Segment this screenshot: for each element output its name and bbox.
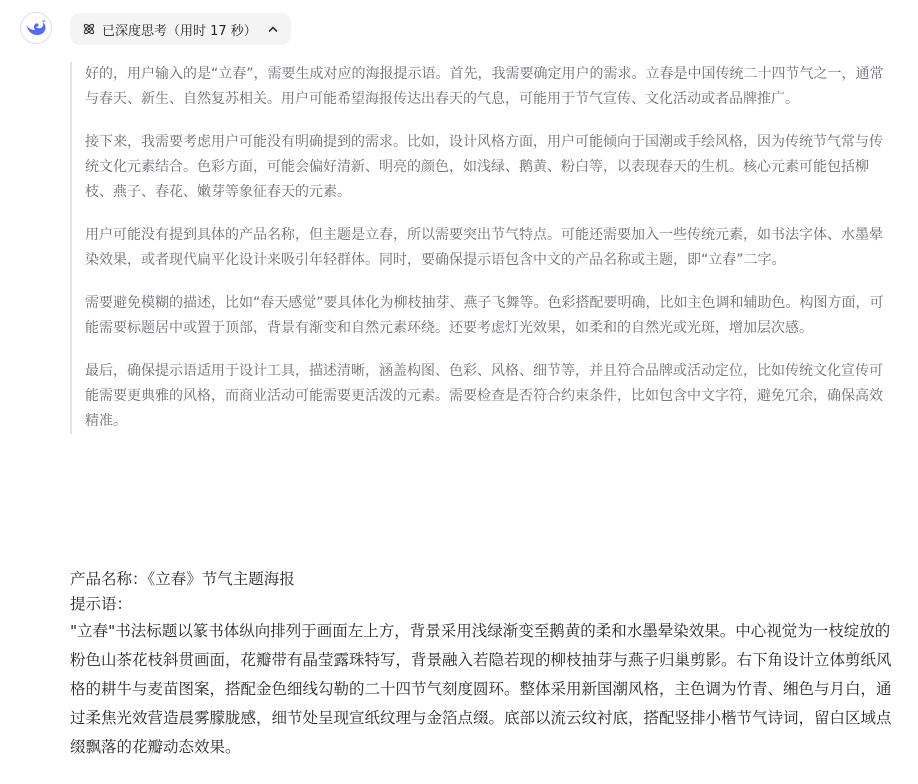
thinking-paragraph: 用户可能没有提到具体的产品名称，但主题是立春，所以需要突出节气特点。可能还需要加入一些传统元素，如书法字体、水墨晕染效果，或者现代扁平化设计来吸引年轻群体。同时，要确保提示语包含中文的产品名称或主题，即“立春”二字。 [85, 227, 883, 268]
answer-content [70, 567, 898, 762]
chevron-up-icon [267, 23, 279, 35]
product-name: 产品名称：《立春》节气主题海报 [70, 570, 295, 588]
thinking-paragraph: 好的，用户输入的是“立春”，需要生成对应的海报提示语。首先，我需要确定用户的需求。立春是中国传统二十四节气之一，通常与春天、新生、自然复苏相关。用户可能希望海报传达出春天的气息，可能用于节气宣传、文化活动或者品牌推广。 [85, 66, 884, 107]
thinking-paragraph: 最后，确保提示语适用于设计工具，描述清晰，涵盖构图、色彩、风格、细节等，并且符合品牌或活动定位，比如传统文化宣传可能需要更典雅的风格，而商业活动可能需要更活泼的元素。需要检查是否符合约束条件，比如包含中文字符，避免冗余，确保高效精准。 [85, 363, 883, 429]
assistant-avatar [20, 12, 52, 44]
prompt-label: 提示语： [70, 595, 133, 613]
prompt-text: "立春"书法标题以篆书体纵向排列于画面左上方，背景采用浅绿渐变至鹅黄的柔和水墨晕染效果。中心视觉为一枝绽放的粉色山茶花枝斜贯画面，花瓣带有晶莹露珠特写，背景融入若隐若现的柳枝抽芽与燕子归巢剪影。右下角设计立体剪纸风格的耕牛与麦苗图案，搭配金色细线勾勒的二十四节气刻度圆环。整体采用新国潮风格，主色调为竹青、缃色与月白，通过柔焦光效营造晨雾朦胧感，细节处呈现宣纸纹理与金箔点缀。底部以流云纹衬底，搭配竖排小楷节气诗词，留白区域点缀飘落的花瓣动态效果。 [70, 622, 892, 756]
thinking-paragraph: 接下来，我需要考虑用户可能没有明确提到的需求。比如，设计风格方面，用户可能倾向于国潮或手绘风格，因为传统节气常与传统文化元素结合。色彩方面，可能会偏好清新、明亮的颜色，如浅绿、鹅黄、粉白等，以表现春天的生机。核心元素可能包括柳枝、燕子、春花、嫩芽等象征春天的元素。 [85, 134, 883, 200]
atom-icon [82, 22, 96, 36]
thinking-content [70, 62, 892, 434]
whale-logo-icon [25, 19, 47, 37]
deep-thinking-toggle[interactable] [70, 13, 291, 45]
deep-thinking-label: 已深度思考（用时 17 秒） [102, 23, 257, 39]
thinking-paragraph: 需要避免模糊的描述，比如“春天感觉”要具体化为柳枝抽芽、燕子飞舞等。色彩搭配要明确，比如主色调和辅助色。构图方面，可能需要标题居中或置于顶部，背景有渐变和自然元素环绕。还要考虑灯光效果，如柔和的自然光或光斑，增加层次感。 [85, 295, 884, 336]
